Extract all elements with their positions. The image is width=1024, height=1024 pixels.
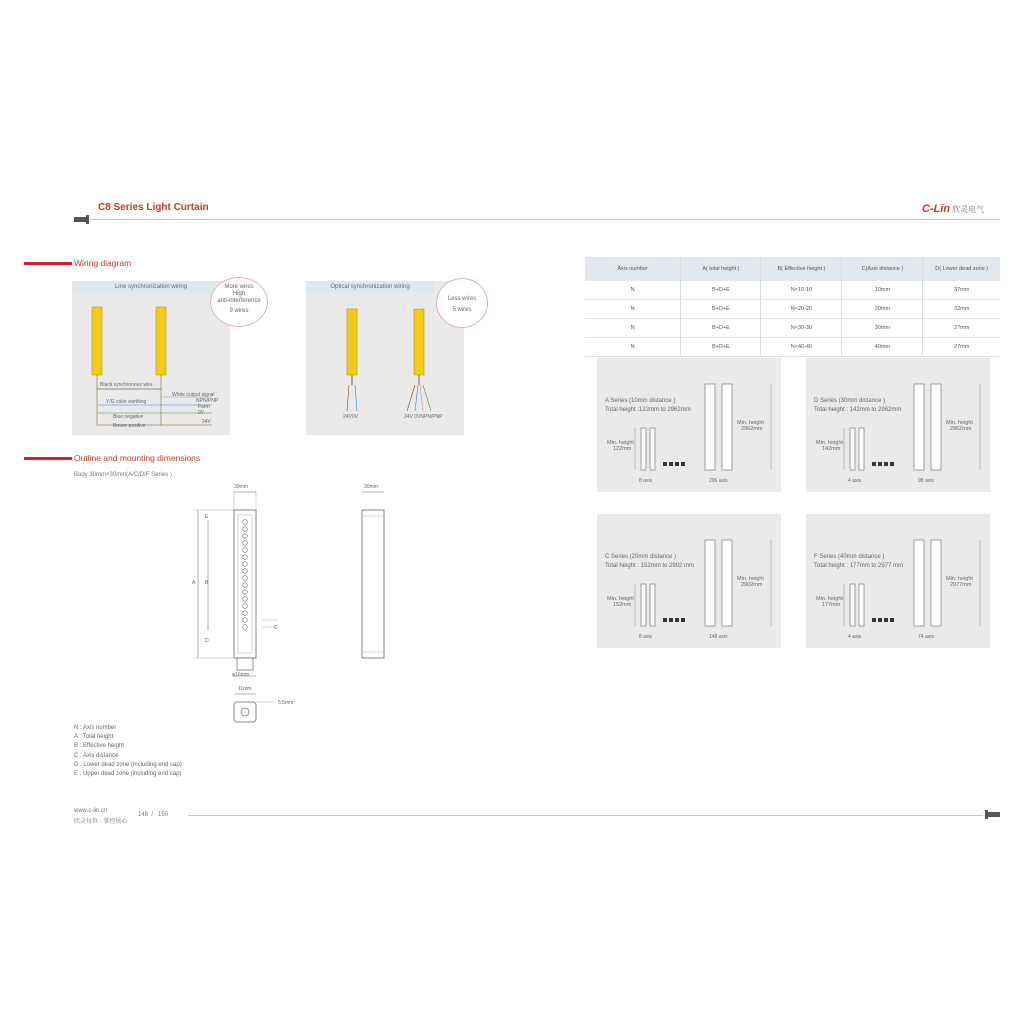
ellipsis-dot xyxy=(663,618,667,622)
line-sync-title: Line synchronization wiring xyxy=(72,281,230,293)
table-cell: 37mm xyxy=(923,281,1000,300)
label-brown: Brown positive xyxy=(113,423,146,429)
axis-count-small: 4 axis xyxy=(848,634,862,640)
dim-30mm: 30mm xyxy=(234,484,248,490)
dim-e: E xyxy=(205,514,209,520)
connector-icon xyxy=(982,809,1002,821)
axis-count-small: 6 axis xyxy=(639,634,653,640)
ellipsis-dot xyxy=(878,462,882,466)
table-cell: 27mm xyxy=(923,338,1000,357)
series-panel-c xyxy=(597,514,781,648)
series-name: A Series (10mm distance ) xyxy=(605,398,676,404)
series-panel-d xyxy=(806,358,990,492)
axis-count-large: 296 axis xyxy=(709,478,728,484)
short-curtain-bar xyxy=(850,584,855,626)
max-height-label: Min. height xyxy=(946,420,973,426)
max-height-value: 2902mm xyxy=(741,582,763,588)
legend-item: D : Lower dead zone (including end cap) xyxy=(74,761,182,768)
short-curtain-bar xyxy=(650,584,655,626)
table-cell: 30mm xyxy=(842,319,923,338)
table-cell: 32mm xyxy=(923,300,1000,319)
section-marker xyxy=(24,262,72,265)
short-curtain-bar xyxy=(641,428,646,470)
label-npn: NPN/PNP xyxy=(196,398,219,404)
max-height-value: 2962mm xyxy=(741,426,763,432)
short-curtain-bar xyxy=(641,584,646,626)
ellipsis-dot xyxy=(681,462,685,466)
dim-b: B xyxy=(205,580,209,586)
label-white: White output signal xyxy=(172,392,215,398)
min-height-label: Min. height xyxy=(607,596,634,602)
ellipsis-dot xyxy=(884,618,888,622)
ellipsis-dot xyxy=(878,618,882,622)
dim-30mm-side: 30mm xyxy=(364,484,378,490)
series-illustration xyxy=(806,514,990,648)
series-panel-f xyxy=(806,514,990,648)
axis-count-small: 8 axis xyxy=(639,478,653,484)
ellipsis-dot xyxy=(872,462,876,466)
min-height-value: 122mm xyxy=(613,446,632,452)
table-cell: N×20-20 xyxy=(761,300,842,319)
col-lower-dead-zone: D( Lower dead zone ) xyxy=(923,257,1000,281)
series-illustration xyxy=(806,358,990,492)
page-number: 148 / 150 xyxy=(138,812,169,818)
table-header-row xyxy=(585,257,1000,281)
table-cell: N xyxy=(585,300,681,319)
table-cell: B+D+E xyxy=(681,281,761,300)
table-cell: B+D+E xyxy=(681,300,761,319)
tall-curtain-bar xyxy=(705,384,715,470)
max-height-value: 2962mm xyxy=(950,426,972,432)
axis-count-large: 74 axis xyxy=(918,634,934,640)
min-height-value: 142mm xyxy=(822,446,841,452)
axis-count-small: 4 axis xyxy=(848,478,862,484)
document-title: C8 Series Light Curtain xyxy=(98,202,209,213)
line-sync-diagram xyxy=(72,293,230,435)
section-marker xyxy=(24,457,72,460)
short-curtain-bar xyxy=(859,584,864,626)
tall-curtain-bar xyxy=(914,540,924,626)
line-sync-bubble: More wires High anti-interference 9 wires xyxy=(210,277,268,327)
series-illustration xyxy=(597,358,781,492)
label-24v: 24V xyxy=(202,419,211,425)
label-farm: Farm xyxy=(198,404,210,410)
table-row xyxy=(585,300,1000,319)
table-cell: N×40-40 xyxy=(761,338,842,357)
min-height-label: Min. height xyxy=(816,440,843,446)
table-cell: N xyxy=(585,319,681,338)
table-cell: 20mm xyxy=(842,300,923,319)
series-name: F Series (40mm distance ) xyxy=(814,554,885,560)
brand-logo: C-Lin 欣灵电气 xyxy=(922,203,985,215)
ellipsis-dot xyxy=(872,618,876,622)
ellipsis-dot xyxy=(663,462,667,466)
dim-d: D xyxy=(205,638,209,644)
dim-16mm: φ16mm xyxy=(232,672,250,678)
col-total-height: A( total height ) xyxy=(681,257,761,281)
series-name: C Series (20mm distance ) xyxy=(605,554,677,560)
spec-table xyxy=(585,257,1000,357)
table-cell: N xyxy=(585,338,681,357)
tall-curtain-bar xyxy=(722,384,732,470)
series-name: D Series (30mm distance ) xyxy=(814,398,886,404)
ellipsis-dot xyxy=(675,462,679,466)
axis-count-large: 98 axis xyxy=(918,478,934,484)
min-height-value: 152mm xyxy=(613,602,632,608)
table-cell: 27mm xyxy=(923,319,1000,338)
legend-item: B : Effective height xyxy=(74,743,124,750)
tall-curtain-bar xyxy=(705,540,715,626)
tall-curtain-bar xyxy=(914,384,924,470)
series-total-height: Total height : 177mm to 2977 mm xyxy=(814,563,904,569)
tall-curtain-bar xyxy=(722,540,732,626)
series-total-height: Total height : 142mm to 2962mm xyxy=(814,407,902,413)
legend-item: C : Axis distance xyxy=(74,752,119,759)
dimension-legend xyxy=(74,724,182,779)
table-cell: 40mm xyxy=(842,338,923,357)
max-height-label: Min. height xyxy=(737,420,764,426)
ellipsis-dot xyxy=(890,462,894,466)
table-row xyxy=(585,319,1000,338)
series-panel-a xyxy=(597,358,781,492)
optical-right-label: 24V 0VNPN/PNP xyxy=(404,414,443,420)
label-black: Black synchronous wire xyxy=(100,382,153,388)
col-axis-distance: C(Axis distance ) xyxy=(842,257,923,281)
table-cell: B+D+E xyxy=(681,338,761,357)
footer-slogan: 欣灵每位 · 掌控核心 xyxy=(74,819,128,825)
dim-c: C xyxy=(274,625,278,631)
series-illustration xyxy=(597,514,781,648)
table-cell: N xyxy=(585,281,681,300)
table-cell: N×10-10 xyxy=(761,281,842,300)
short-curtain-bar xyxy=(850,428,855,470)
ellipsis-dot xyxy=(681,618,685,622)
tall-curtain-bar xyxy=(931,384,941,470)
legend-item: E : Upper dead zone (including end cap) xyxy=(74,771,182,778)
label-yg: Y/G color earthing xyxy=(106,399,147,405)
max-height-value: 2977mm xyxy=(950,582,972,588)
footer-divider xyxy=(188,815,983,816)
table-cell: N×30-30 xyxy=(761,319,842,338)
tall-curtain-bar xyxy=(931,540,941,626)
legend-item: A : Total height xyxy=(74,734,114,741)
ellipsis-dot xyxy=(890,618,894,622)
dim-11mm: 11mm xyxy=(238,686,252,692)
dim-5-5mm: 5.5mm xyxy=(278,700,294,706)
label-blue: Blue negative xyxy=(113,414,144,420)
col-effective-height: B( Effective height ) xyxy=(761,257,842,281)
short-curtain-bar xyxy=(650,428,655,470)
table-row xyxy=(585,338,1000,357)
table-cell: B+D+E xyxy=(681,319,761,338)
axis-count-large: 148 axis xyxy=(709,634,728,640)
max-height-label: Min. height xyxy=(737,576,764,582)
body-note: Body 30mm×30mm(A/C/D/F Series ) xyxy=(74,472,172,478)
outline-heading: Outline and mounting dimensions xyxy=(74,453,201,463)
legend-item: N : Axis number xyxy=(74,725,117,731)
ellipsis-dot xyxy=(669,618,673,622)
wiring-heading: Wiring diagram xyxy=(74,258,132,268)
col-axis-number: Axis number xyxy=(585,257,681,281)
ellipsis-dot xyxy=(884,462,888,466)
max-height-label: Min. height xyxy=(946,576,973,582)
footer-url: www.c-lin.cn xyxy=(74,808,108,814)
min-height-label: Min. height xyxy=(816,596,843,602)
min-height-value: 177mm xyxy=(822,602,841,608)
series-total-height: Total height :122mm to 2962mm xyxy=(605,407,691,413)
table-cell: 10mm xyxy=(842,281,923,300)
optical-sync-title: Optical synchronization wiring xyxy=(306,281,434,293)
min-height-label: Min. height xyxy=(607,440,634,446)
dim-a: A xyxy=(192,580,196,586)
header-divider xyxy=(90,219,1000,220)
label-0v: 0V xyxy=(198,410,205,416)
ellipsis-dot xyxy=(669,462,673,466)
optical-sync-bubble: Less wires 5 wires xyxy=(436,278,488,328)
table-row xyxy=(585,281,1000,300)
outline-drawing xyxy=(190,480,410,730)
optical-left-label: 24V0V xyxy=(343,414,359,420)
short-curtain-bar xyxy=(859,428,864,470)
connector-icon xyxy=(72,214,92,226)
series-total-height: Total height : 152mm to 2902 mm xyxy=(605,563,695,569)
ellipsis-dot xyxy=(675,618,679,622)
